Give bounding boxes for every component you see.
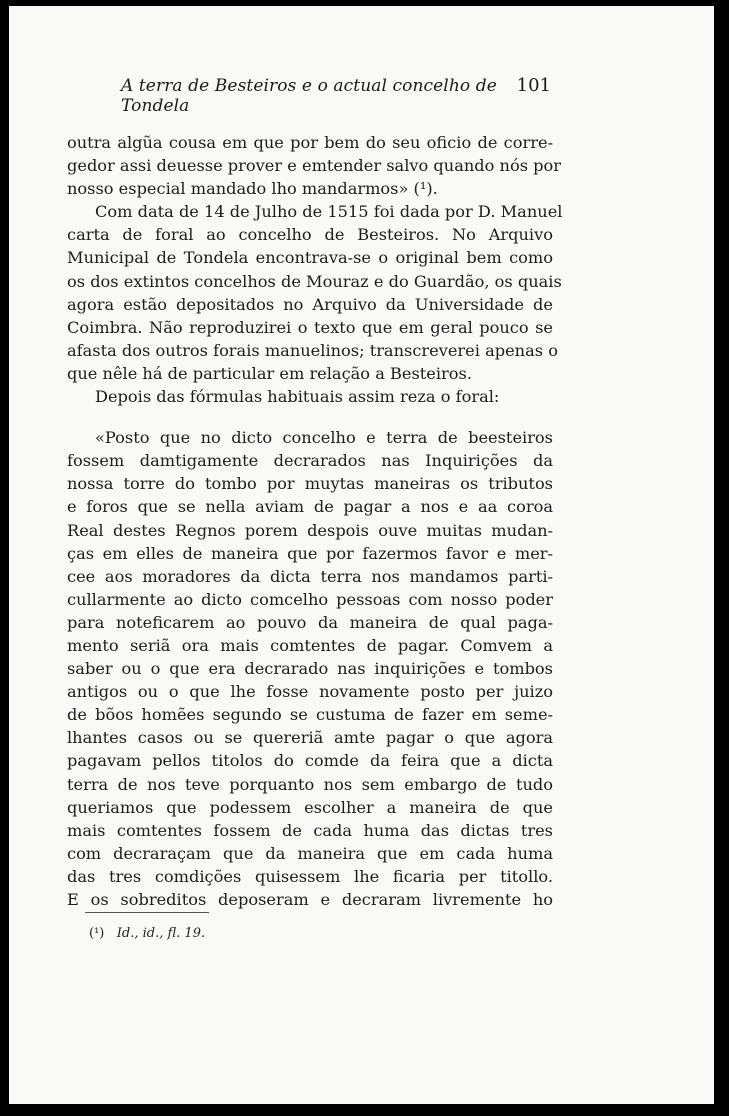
text-line: Municipal de Tondela encontrava-se o original bem como [67,248,553,268]
paragraph-gap [67,408,553,426]
text-line: «Posto que no dicto concelho e terra de beesteiros [95,428,553,448]
text-line: agora estão depositados no Arquivo da Universidade de [67,294,553,314]
text-line: de bõos homẽes segundo se custuma de fazer em seme- [67,705,553,725]
running-header [121,75,551,116]
paragraph [67,200,563,385]
footnote [89,926,205,941]
text-line: gedor assi deuesse prover e emtender salvo quando nós por [67,156,562,176]
book-page [9,6,714,1104]
running-title: A terra de Besteiros e o actual concelho de Tondela [121,76,497,116]
text-line: mento seriã ora mais comtentes de pagar. Comvem a [67,635,553,655]
text-line: Com data de 14 de Julho de 1515 foi dada por D. Manuel [95,202,563,222]
text-line: Coimbra. Não reproduzirei o texto que em geral pouco se [67,317,553,337]
page-number: 101 [516,75,551,96]
text-line: Real destes Regnos porem despois ouve muitas mudan- [67,520,553,540]
footnote-text: Id., id., fl. 19. [116,926,206,941]
text-line: das tres comdições quisessem lhe ficaria per titollo. [67,866,553,886]
page-body [67,131,563,911]
text-line: queriamos que podessem escolher a maneira de que [67,797,553,817]
text-line: E os sobreditos deposeram e decraram livremente ho [67,890,553,909]
text-line: lhantes casos ou se quereriã amte pagar o que agora [67,728,553,748]
text-line: com decraraçam que da maneira que em cada huma [67,843,553,863]
text-line: e foros que se nella aviam de pagar a nos e aa coroa [67,497,553,517]
text-line: que nêle há de particular em relação a Besteiros. [67,363,472,383]
paragraph [67,131,562,200]
text-line: os dos extintos concelhos de Mouraz e do Guardão, os quais [67,271,562,291]
text-line: cee aos moradores da dicta terra nos mandamos parti- [67,566,553,586]
text-line: pagavam pellos titolos do comde da feira que a dicta [67,751,553,771]
text-line: fossem damtigamente decrarados nas Inquirições da [67,451,553,471]
text-line: afasta dos outros forais manuelinos; transcreverei apenas o [67,340,558,360]
text-line: terra de nos teve porquanto nos sem embargo de tudo [67,774,553,794]
text-line: para noteficarem ao pouvo da maneira de qual paga- [67,612,553,632]
text-line: outra algũa cousa em que por bem do seu oficio de corre- [67,133,553,152]
text-line: ças em elles de maneira que por fazermos favor e mer- [67,543,553,563]
text-line: cullarmente ao dicto comcelho pessoas com nosso poder [67,589,553,609]
footnote-marker: (¹) [89,926,105,941]
text-line: nossa torre do tombo por muytas maneiras os tributos [67,474,553,494]
quoted-paragraph [67,426,553,911]
text-line: antigos ou o que lhe fosse novamente posto per juizo [67,682,553,702]
text-line: saber ou o que era decrarado nas inquirições e tombos [67,659,553,679]
text-line: nosso especial mandado lho mandarmos» (¹). [67,179,438,199]
text-line: mais comtentes fossem de cada huma das dictas tres [67,820,553,840]
paragraph [67,385,553,408]
text-line: carta de foral ao concelho de Besteiros. No Arquivo [67,225,553,245]
text-line: Depois das fórmulas habituais assim reza o foral: [95,387,500,407]
footnote-divider [85,912,209,913]
